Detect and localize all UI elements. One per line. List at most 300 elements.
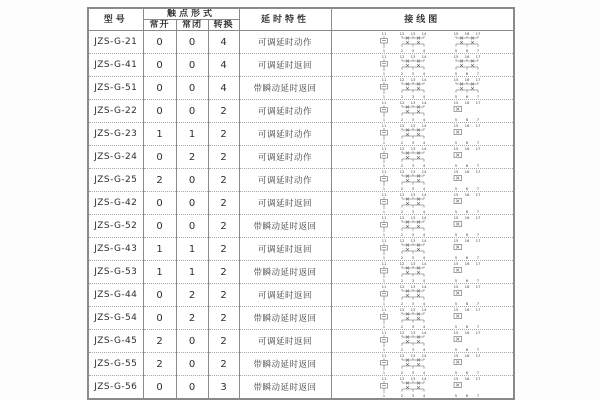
svg-text:16: 16 xyxy=(464,192,469,198)
wiring-diagram xyxy=(376,284,496,306)
model-cell: JZS-G-21 xyxy=(88,31,143,54)
svg-text:4: 4 xyxy=(422,94,425,99)
svg-text:3: 3 xyxy=(411,232,414,237)
svg-text:2: 2 xyxy=(400,347,403,352)
svg-text:13: 13 xyxy=(410,330,415,336)
table-row xyxy=(88,123,514,146)
svg-text:3: 3 xyxy=(411,140,414,145)
svg-text:12: 12 xyxy=(399,54,404,60)
svg-text:15: 15 xyxy=(453,146,458,152)
svg-text:17: 17 xyxy=(475,238,480,244)
svg-text:5: 5 xyxy=(454,117,457,122)
normally-open-count-cell: 0 xyxy=(143,284,176,307)
table-row xyxy=(88,192,514,215)
svg-text:2: 2 xyxy=(400,301,403,306)
svg-text:2: 2 xyxy=(400,393,403,398)
svg-text:5: 5 xyxy=(454,71,457,76)
svg-text:6: 6 xyxy=(465,94,468,99)
wiring-diagram-cell xyxy=(331,169,514,192)
svg-text:11: 11 xyxy=(381,54,386,60)
svg-text:15: 15 xyxy=(453,330,458,336)
svg-text:5: 5 xyxy=(454,140,457,145)
svg-text:15: 15 xyxy=(453,353,458,359)
svg-text:1: 1 xyxy=(382,163,385,168)
svg-text:13: 13 xyxy=(410,169,415,175)
changeover-count-cell: 2 xyxy=(208,123,239,146)
svg-text:3: 3 xyxy=(411,278,414,283)
model-cell: JZS-G-44 xyxy=(88,284,143,307)
svg-text:4: 4 xyxy=(422,255,425,260)
wiring-diagram-cell xyxy=(331,100,514,123)
normally-closed-count-cell: 0 xyxy=(176,54,208,77)
svg-text:7: 7 xyxy=(476,140,479,145)
delay-characteristic-cell: 带瞬动延时返回 xyxy=(239,353,331,376)
svg-text:3: 3 xyxy=(411,347,414,352)
svg-text:1: 1 xyxy=(382,232,385,237)
svg-text:16: 16 xyxy=(464,376,469,382)
svg-text:7: 7 xyxy=(476,209,479,214)
table-row xyxy=(88,100,514,123)
normally-open-count-cell: 1 xyxy=(143,238,176,261)
model-cell: JZS-G-25 xyxy=(88,169,143,192)
svg-text:15: 15 xyxy=(453,261,458,267)
svg-text:11: 11 xyxy=(381,353,386,359)
wiring-diagram xyxy=(376,215,496,237)
svg-text:11: 11 xyxy=(381,77,386,83)
wiring-diagram xyxy=(376,307,496,329)
svg-text:6: 6 xyxy=(465,324,468,329)
wiring-diagram-cell xyxy=(331,238,514,261)
svg-text:2: 2 xyxy=(400,278,403,283)
header-normally-closed: 常闭 xyxy=(176,20,208,31)
svg-text:13: 13 xyxy=(410,77,415,83)
normally-open-count-cell: 2 xyxy=(143,330,176,353)
svg-text:12: 12 xyxy=(399,192,404,198)
delay-characteristic-cell: 可调延时返回 xyxy=(239,238,331,261)
svg-text:15: 15 xyxy=(453,376,458,382)
svg-text:2: 2 xyxy=(400,48,403,53)
svg-text:13: 13 xyxy=(410,261,415,267)
changeover-count-cell: 2 xyxy=(208,353,239,376)
svg-text:16: 16 xyxy=(464,284,469,290)
wiring-diagram xyxy=(376,123,496,145)
svg-text:1: 1 xyxy=(382,301,385,306)
header-changeover: 转换 xyxy=(208,20,239,31)
svg-text:16: 16 xyxy=(464,307,469,313)
svg-text:13: 13 xyxy=(410,307,415,313)
normally-closed-count-cell: 0 xyxy=(176,31,208,54)
svg-text:16: 16 xyxy=(464,261,469,267)
svg-text:7: 7 xyxy=(476,48,479,53)
model-cell: JZS-G-54 xyxy=(88,307,143,330)
delay-characteristic-cell: 带瞬动延时返回 xyxy=(239,376,331,400)
changeover-count-cell: 2 xyxy=(208,100,239,123)
model-cell: JZS-G-24 xyxy=(88,146,143,169)
svg-text:7: 7 xyxy=(476,370,479,375)
normally-closed-count-cell: 0 xyxy=(176,353,208,376)
svg-text:6: 6 xyxy=(465,301,468,306)
svg-text:11: 11 xyxy=(381,100,386,106)
svg-text:14: 14 xyxy=(421,146,426,152)
normally-closed-count-cell: 0 xyxy=(176,77,208,100)
svg-text:13: 13 xyxy=(410,31,415,37)
svg-text:1: 1 xyxy=(382,71,385,76)
delay-characteristic-cell: 可调延时返回 xyxy=(239,192,331,215)
normally-open-count-cell: 0 xyxy=(143,215,176,238)
svg-text:15: 15 xyxy=(453,307,458,313)
changeover-count-cell: 2 xyxy=(208,169,239,192)
model-cell: JZS-G-52 xyxy=(88,215,143,238)
normally-closed-count-cell: 0 xyxy=(176,215,208,238)
svg-text:7: 7 xyxy=(476,393,479,398)
svg-text:3: 3 xyxy=(411,209,414,214)
svg-text:5: 5 xyxy=(454,347,457,352)
table-row xyxy=(88,261,514,284)
svg-text:1: 1 xyxy=(382,324,385,329)
svg-text:14: 14 xyxy=(421,215,426,221)
svg-text:13: 13 xyxy=(410,100,415,106)
svg-text:14: 14 xyxy=(421,307,426,313)
svg-text:12: 12 xyxy=(399,100,404,106)
svg-text:5: 5 xyxy=(454,232,457,237)
delay-characteristic-cell: 可调延时动作 xyxy=(239,100,331,123)
svg-text:2: 2 xyxy=(400,324,403,329)
svg-text:15: 15 xyxy=(453,100,458,106)
wiring-diagram xyxy=(376,238,496,260)
svg-text:13: 13 xyxy=(410,238,415,244)
svg-text:15: 15 xyxy=(453,31,458,37)
svg-text:3: 3 xyxy=(411,301,414,306)
svg-text:4: 4 xyxy=(422,186,425,191)
header-wiring-diagram: 接线图 xyxy=(331,8,514,31)
svg-text:4: 4 xyxy=(422,370,425,375)
table-row xyxy=(88,215,514,238)
svg-text:2: 2 xyxy=(400,232,403,237)
svg-text:6: 6 xyxy=(465,347,468,352)
model-cell: JZS-G-51 xyxy=(88,77,143,100)
svg-text:1: 1 xyxy=(382,140,385,145)
changeover-count-cell: 2 xyxy=(208,238,239,261)
normally-open-count-cell: 0 xyxy=(143,77,176,100)
svg-text:12: 12 xyxy=(399,123,404,129)
wiring-diagram-cell xyxy=(331,284,514,307)
wiring-diagram xyxy=(376,330,496,352)
normally-open-count-cell: 1 xyxy=(143,123,176,146)
normally-open-count-cell: 0 xyxy=(143,376,176,400)
svg-text:15: 15 xyxy=(453,169,458,175)
svg-text:17: 17 xyxy=(475,77,480,83)
svg-text:14: 14 xyxy=(421,123,426,129)
svg-text:2: 2 xyxy=(400,163,403,168)
table-row xyxy=(88,376,514,400)
changeover-count-cell: 2 xyxy=(208,330,239,353)
model-cell: JZS-G-55 xyxy=(88,353,143,376)
wiring-diagram-cell xyxy=(331,353,514,376)
normally-open-count-cell: 0 xyxy=(143,146,176,169)
svg-text:11: 11 xyxy=(381,215,386,221)
svg-text:4: 4 xyxy=(422,71,425,76)
svg-text:1: 1 xyxy=(382,255,385,260)
svg-text:11: 11 xyxy=(381,284,386,290)
svg-text:6: 6 xyxy=(465,48,468,53)
wiring-diagram xyxy=(376,77,496,99)
svg-text:11: 11 xyxy=(381,169,386,175)
svg-text:6: 6 xyxy=(465,232,468,237)
normally-closed-count-cell: 0 xyxy=(176,100,208,123)
svg-text:3: 3 xyxy=(411,324,414,329)
svg-text:12: 12 xyxy=(399,353,404,359)
svg-text:17: 17 xyxy=(475,284,480,290)
svg-text:3: 3 xyxy=(411,48,414,53)
normally-closed-count-cell: 1 xyxy=(176,123,208,146)
svg-text:15: 15 xyxy=(453,123,458,129)
svg-text:16: 16 xyxy=(464,31,469,37)
svg-text:17: 17 xyxy=(475,100,480,106)
svg-text:3: 3 xyxy=(411,186,414,191)
svg-text:11: 11 xyxy=(381,146,386,152)
wiring-diagram xyxy=(376,169,496,191)
wiring-diagram-cell xyxy=(331,192,514,215)
svg-text:4: 4 xyxy=(422,117,425,122)
svg-text:12: 12 xyxy=(399,215,404,221)
svg-text:4: 4 xyxy=(422,324,425,329)
svg-text:14: 14 xyxy=(421,284,426,290)
model-cell: JZS-G-23 xyxy=(88,123,143,146)
svg-text:1: 1 xyxy=(382,186,385,191)
svg-text:5: 5 xyxy=(454,209,457,214)
svg-text:16: 16 xyxy=(464,123,469,129)
wiring-diagram-cell xyxy=(331,307,514,330)
svg-text:12: 12 xyxy=(399,261,404,267)
svg-text:6: 6 xyxy=(465,117,468,122)
svg-text:15: 15 xyxy=(453,284,458,290)
svg-text:14: 14 xyxy=(421,54,426,60)
svg-text:12: 12 xyxy=(399,77,404,83)
wiring-diagram-cell xyxy=(331,77,514,100)
svg-text:4: 4 xyxy=(422,301,425,306)
normally-closed-count-cell: 1 xyxy=(176,261,208,284)
svg-text:3: 3 xyxy=(411,255,414,260)
svg-text:17: 17 xyxy=(475,123,480,129)
svg-text:16: 16 xyxy=(464,238,469,244)
normally-open-count-cell: 2 xyxy=(143,169,176,192)
svg-text:1: 1 xyxy=(382,94,385,99)
table-row xyxy=(88,307,514,330)
svg-text:2: 2 xyxy=(400,209,403,214)
svg-text:6: 6 xyxy=(465,209,468,214)
changeover-count-cell: 2 xyxy=(208,215,239,238)
svg-text:5: 5 xyxy=(454,186,457,191)
header-delay-characteristic: 延时特性 xyxy=(239,8,331,31)
svg-text:14: 14 xyxy=(421,376,426,382)
table-row xyxy=(88,169,514,192)
wiring-diagram-cell xyxy=(331,146,514,169)
changeover-count-cell: 2 xyxy=(208,284,239,307)
svg-text:3: 3 xyxy=(411,94,414,99)
svg-text:2: 2 xyxy=(400,94,403,99)
svg-text:4: 4 xyxy=(422,140,425,145)
svg-text:5: 5 xyxy=(454,94,457,99)
wiring-diagram xyxy=(376,376,496,398)
normally-open-count-cell: 2 xyxy=(143,353,176,376)
svg-text:3: 3 xyxy=(411,117,414,122)
svg-text:6: 6 xyxy=(465,140,468,145)
svg-text:2: 2 xyxy=(400,255,403,260)
svg-text:17: 17 xyxy=(475,261,480,267)
svg-text:14: 14 xyxy=(421,77,426,83)
svg-text:11: 11 xyxy=(381,238,386,244)
table-body xyxy=(88,31,514,400)
normally-closed-count-cell: 2 xyxy=(176,146,208,169)
changeover-count-cell: 4 xyxy=(208,77,239,100)
delay-characteristic-cell: 带瞬动延时返回 xyxy=(239,307,331,330)
svg-text:14: 14 xyxy=(421,169,426,175)
svg-text:1: 1 xyxy=(382,209,385,214)
svg-text:14: 14 xyxy=(421,330,426,336)
svg-text:16: 16 xyxy=(464,77,469,83)
svg-text:12: 12 xyxy=(399,146,404,152)
svg-text:2: 2 xyxy=(400,71,403,76)
svg-text:7: 7 xyxy=(476,94,479,99)
svg-text:7: 7 xyxy=(476,301,479,306)
svg-text:7: 7 xyxy=(476,117,479,122)
normally-open-count-cell: 0 xyxy=(143,31,176,54)
delay-characteristic-cell: 带瞬动延时返回 xyxy=(239,77,331,100)
svg-text:4: 4 xyxy=(422,232,425,237)
delay-characteristic-cell: 可调延时返回 xyxy=(239,330,331,353)
svg-text:5: 5 xyxy=(454,255,457,260)
svg-text:4: 4 xyxy=(422,347,425,352)
svg-text:7: 7 xyxy=(476,324,479,329)
svg-text:13: 13 xyxy=(410,54,415,60)
table-row xyxy=(88,238,514,261)
changeover-count-cell: 4 xyxy=(208,31,239,54)
wiring-diagram xyxy=(376,192,496,214)
wiring-diagram xyxy=(376,353,496,375)
svg-text:16: 16 xyxy=(464,330,469,336)
svg-text:12: 12 xyxy=(399,330,404,336)
svg-text:5: 5 xyxy=(454,324,457,329)
svg-text:2: 2 xyxy=(400,140,403,145)
wiring-diagram-cell xyxy=(331,215,514,238)
svg-text:12: 12 xyxy=(399,284,404,290)
svg-text:12: 12 xyxy=(399,31,404,37)
model-cell: JZS-G-41 xyxy=(88,54,143,77)
wiring-diagram-cell xyxy=(331,123,514,146)
header-contact-form: 触点形式 xyxy=(143,8,239,20)
svg-text:14: 14 xyxy=(421,353,426,359)
delay-characteristic-cell: 可调延时动作 xyxy=(239,146,331,169)
table-header xyxy=(88,8,514,31)
svg-text:6: 6 xyxy=(465,370,468,375)
svg-text:5: 5 xyxy=(454,48,457,53)
svg-text:14: 14 xyxy=(421,100,426,106)
changeover-count-cell: 4 xyxy=(208,54,239,77)
svg-text:3: 3 xyxy=(411,71,414,76)
svg-text:4: 4 xyxy=(422,278,425,283)
delay-characteristic-cell: 可调延时动作 xyxy=(239,169,331,192)
wiring-diagram xyxy=(376,146,496,168)
header-model: 型号 xyxy=(88,8,143,31)
svg-text:1: 1 xyxy=(382,117,385,122)
normally-open-count-cell: 0 xyxy=(143,54,176,77)
svg-text:16: 16 xyxy=(464,54,469,60)
svg-text:17: 17 xyxy=(475,169,480,175)
wiring-diagram xyxy=(376,100,496,122)
svg-text:6: 6 xyxy=(465,186,468,191)
svg-text:15: 15 xyxy=(453,215,458,221)
svg-text:5: 5 xyxy=(454,278,457,283)
svg-text:12: 12 xyxy=(399,238,404,244)
changeover-count-cell: 3 xyxy=(208,376,239,400)
svg-text:14: 14 xyxy=(421,31,426,37)
svg-text:6: 6 xyxy=(465,71,468,76)
wiring-diagram xyxy=(376,31,496,53)
model-cell: JZS-G-53 xyxy=(88,261,143,284)
svg-text:16: 16 xyxy=(464,215,469,221)
model-cell: JZS-G-56 xyxy=(88,376,143,400)
changeover-count-cell: 2 xyxy=(208,261,239,284)
svg-text:17: 17 xyxy=(475,146,480,152)
svg-text:16: 16 xyxy=(464,100,469,106)
svg-text:7: 7 xyxy=(476,163,479,168)
normally-closed-count-cell: 2 xyxy=(176,284,208,307)
delay-characteristic-cell: 可调延时动作 xyxy=(239,123,331,146)
svg-text:16: 16 xyxy=(464,146,469,152)
svg-text:17: 17 xyxy=(475,192,480,198)
changeover-count-cell: 2 xyxy=(208,307,239,330)
table-row xyxy=(88,146,514,169)
svg-text:12: 12 xyxy=(399,307,404,313)
svg-text:17: 17 xyxy=(475,31,480,37)
table-row xyxy=(88,77,514,100)
svg-text:14: 14 xyxy=(421,192,426,198)
wiring-diagram-cell xyxy=(331,54,514,77)
svg-text:13: 13 xyxy=(410,284,415,290)
wiring-diagram-cell xyxy=(331,376,514,400)
svg-text:12: 12 xyxy=(399,376,404,382)
normally-closed-count-cell: 0 xyxy=(176,169,208,192)
wiring-diagram-cell xyxy=(331,330,514,353)
delay-characteristic-cell: 带瞬动延时返回 xyxy=(239,215,331,238)
svg-text:5: 5 xyxy=(454,301,457,306)
wiring-diagram-cell xyxy=(331,261,514,284)
svg-text:15: 15 xyxy=(453,77,458,83)
svg-text:4: 4 xyxy=(422,209,425,214)
svg-text:6: 6 xyxy=(465,163,468,168)
svg-text:1: 1 xyxy=(382,278,385,283)
model-cell: JZS-G-42 xyxy=(88,192,143,215)
svg-text:13: 13 xyxy=(410,376,415,382)
svg-text:12: 12 xyxy=(399,169,404,175)
svg-text:1: 1 xyxy=(382,393,385,398)
svg-text:7: 7 xyxy=(476,255,479,260)
delay-characteristic-cell: 可调延时返回 xyxy=(239,284,331,307)
model-cell: JZS-G-45 xyxy=(88,330,143,353)
svg-text:17: 17 xyxy=(475,376,480,382)
svg-text:7: 7 xyxy=(476,278,479,283)
svg-text:16: 16 xyxy=(464,353,469,359)
normally-closed-count-cell: 2 xyxy=(176,307,208,330)
svg-text:14: 14 xyxy=(421,238,426,244)
model-cell: JZS-G-43 xyxy=(88,238,143,261)
svg-text:1: 1 xyxy=(382,370,385,375)
svg-text:11: 11 xyxy=(381,307,386,313)
svg-text:17: 17 xyxy=(475,215,480,221)
normally-closed-count-cell: 0 xyxy=(176,330,208,353)
svg-text:4: 4 xyxy=(422,163,425,168)
svg-text:11: 11 xyxy=(381,261,386,267)
